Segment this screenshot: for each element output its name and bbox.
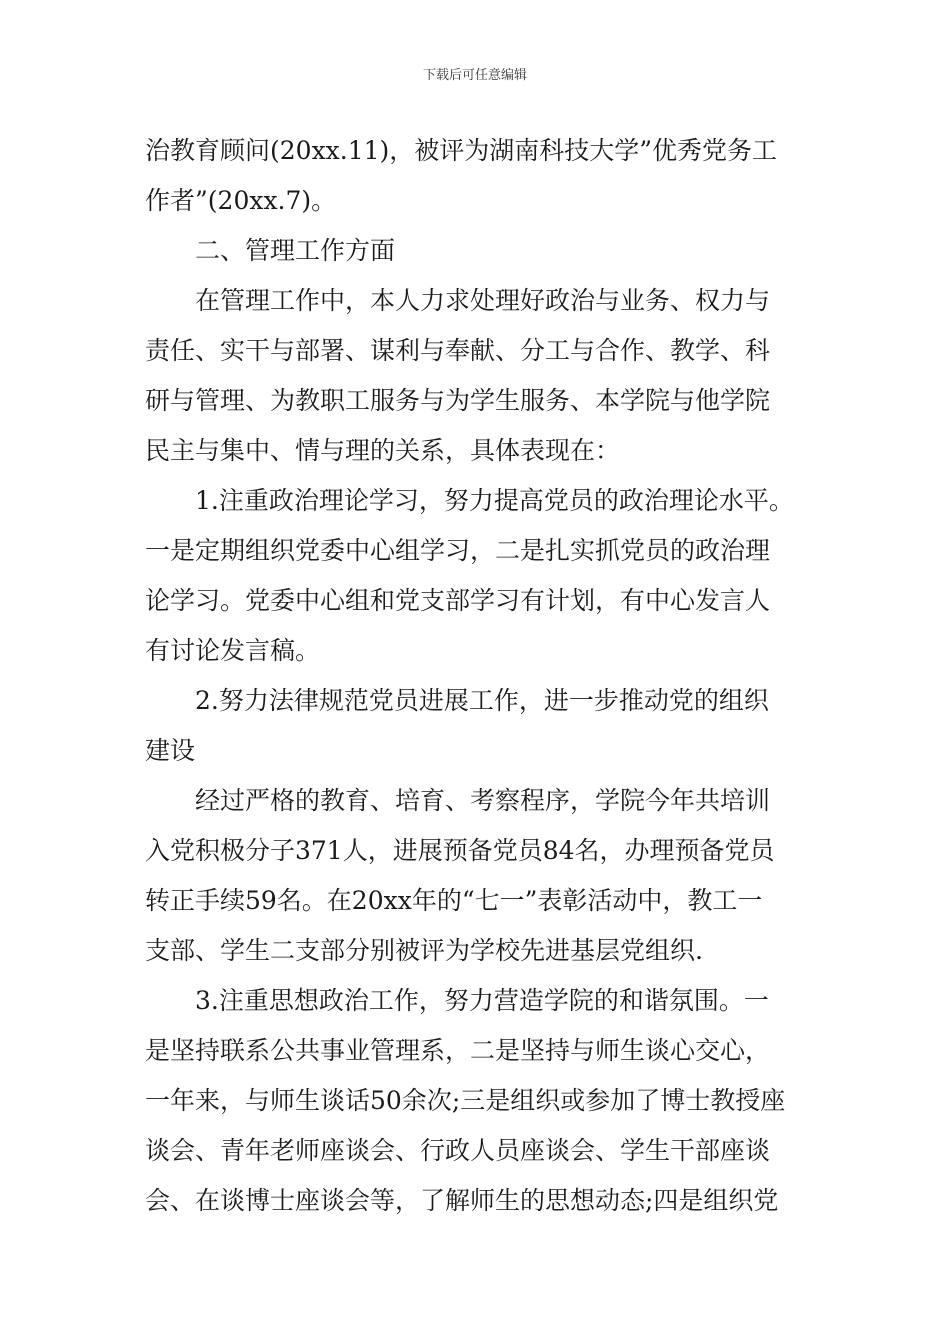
text-line: 有讨论发言稿。	[145, 636, 321, 665]
list-item-heading: 3.注重思想政治工作，努力营造学院的和谐氛围。一	[195, 986, 769, 1015]
text-line: 转正手续59名。在20xx年的“七一”表彰活动中，教工一	[145, 886, 763, 915]
text-line: 民主与集中、情与理的关系，具体表现在：	[145, 436, 621, 465]
text-line: 谈会、青年老师座谈会、行政人员座谈会、学生干部座谈	[145, 1136, 771, 1165]
text-line: 支部、学生二支部分别被评为学校先进基层党组织.	[145, 936, 703, 965]
text-line: 治教育顾问(20xx.11)，被评为湖南科技大学”优秀党务工	[145, 136, 778, 165]
text-line: 一是定期组织党委中心组学习，二是扎实抓党员的政治理	[145, 536, 771, 565]
text-line: 在管理工作中，本人力求处理好政治与业务、权力与	[195, 286, 771, 315]
list-item-heading: 1.注重政治理论学习，努力提高党员的政治理论水平。	[195, 486, 794, 515]
text-line: 作者”(20xx.7)。	[145, 186, 337, 215]
page-header: 下载后可任意编辑	[422, 68, 527, 83]
section-heading: 二、管理工作方面	[195, 236, 396, 265]
text-line: 经过严格的教育、培育、考察程序，学院今年共培训	[195, 786, 771, 815]
document-body	[145, 126, 825, 1226]
text-line: 论学习。党委中心组和党支部学习有计划，有中心发言人	[145, 586, 771, 615]
text-line: 建设	[145, 736, 196, 765]
text-line: 责任、实干与部署、谋利与奉献、分工与合作、教学、科	[145, 336, 771, 365]
text-line: 研与管理、为教职工服务与为学生服务、本学院与他学院	[145, 386, 771, 415]
text-line: 会、在谈博士座谈会等，了解师生的思想动态;四是组织党	[145, 1186, 779, 1215]
list-item-heading: 2.努力法律规范党员进展工作，进一步推动党的组织	[195, 686, 769, 715]
text-line: 一年来，与师生谈话50余次;三是组织或参加了博士教授座	[145, 1086, 786, 1115]
text-line: 是坚持联系公共事业管理系，二是坚持与师生谈心交心，	[145, 1036, 771, 1065]
text-line: 入党积极分子371人，进展预备党员84名，办理预备党员	[145, 836, 775, 865]
